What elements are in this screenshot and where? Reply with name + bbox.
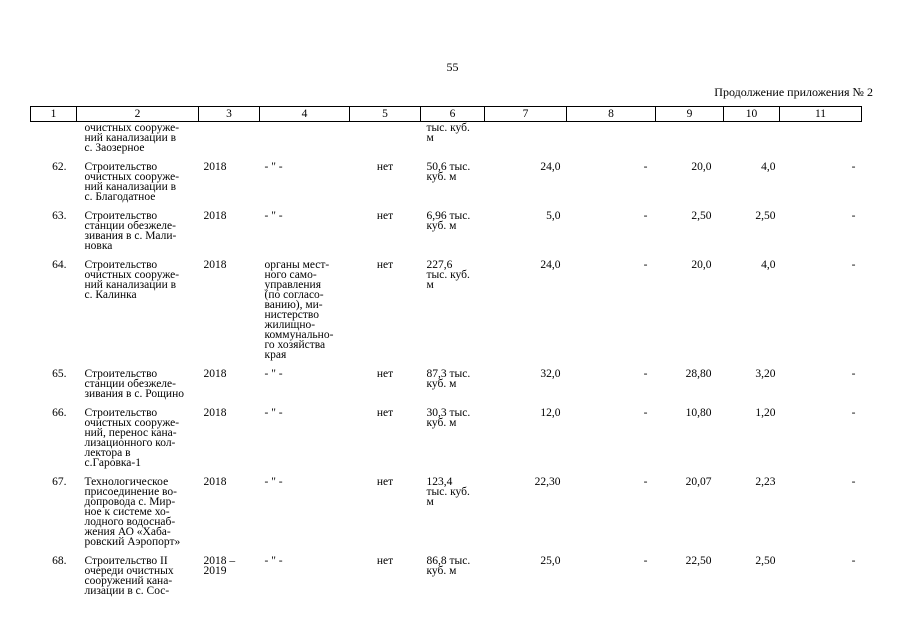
column-8-cell: - <box>643 161 648 173</box>
design-doc-cell: нет <box>376 210 394 222</box>
object-name: Строительство станции обезжеле- зивания в с. Мали- новка <box>84 210 177 252</box>
capacity-cell: 30,3 тыс. куб. м <box>426 407 471 429</box>
column-11-cell: - <box>851 476 856 488</box>
table-row <box>31 550 862 599</box>
object-name: Строительство очистных сооруже- ний канализации в с. Благодатное <box>84 161 180 203</box>
column-header: 9 <box>656 107 724 122</box>
design-doc-cell: нет <box>376 407 394 419</box>
column-8-cell: - <box>643 476 648 488</box>
total-amount-cell: 5,0 <box>546 210 561 222</box>
capacity-cell: 6,96 тыс. куб. м <box>426 210 471 232</box>
design-doc-cell: нет <box>376 161 394 173</box>
object-name: Строительство очистных сооруже- ний, перенос кана- лизационного кол- лектора в с.Гаровка-1 <box>84 407 180 469</box>
column-11-cell: - <box>851 210 856 222</box>
capacity-cell: тыс. куб. м <box>426 122 470 144</box>
total-amount-cell: 12,0 <box>540 407 561 419</box>
responsible-cell: - " - <box>264 161 283 173</box>
column-9-cell: 20,07 <box>685 476 712 488</box>
column-8-cell: - <box>643 210 648 222</box>
capacity-cell: 123,4 тыс. куб. м <box>426 476 470 508</box>
responsible-cell: - " - <box>264 476 283 488</box>
column-9-cell: 20,0 <box>691 161 712 173</box>
column-header: 3 <box>199 107 260 122</box>
row-number: 65. <box>52 368 67 380</box>
row-number: 64. <box>52 259 67 271</box>
column-header: 4 <box>260 107 350 122</box>
column-10-cell: 1,20 <box>755 407 776 419</box>
column-10-cell: 4,0 <box>761 259 776 271</box>
responsible-cell: - " - <box>264 407 283 419</box>
column-8-cell: - <box>643 368 648 380</box>
column-9-cell: 22,50 <box>685 555 712 567</box>
column-8-cell: - <box>643 555 648 567</box>
table-row <box>31 471 862 550</box>
table-row <box>31 205 862 254</box>
total-amount-cell: 24,0 <box>540 161 561 173</box>
column-8-cell: - <box>643 407 648 419</box>
table-row <box>31 254 862 363</box>
column-11-cell: - <box>851 407 856 419</box>
header-row <box>31 107 862 122</box>
column-header: 1 <box>31 107 77 122</box>
object-name: Строительство станции обезжеле- зивания в с. Рощино <box>84 368 184 400</box>
responsible-cell: органы мест- ного само- управления (по согласо- ванию), ми- нистерство жилищно- коммунально- го хозяйства края <box>264 259 334 361</box>
capacity-cell: 227,6 тыс. куб. м <box>426 259 470 291</box>
total-amount-cell: 24,0 <box>540 259 561 271</box>
table-row <box>31 363 862 402</box>
responsible-cell: - " - <box>264 210 283 222</box>
row-number: 66. <box>52 407 67 419</box>
appendix-table <box>30 106 862 599</box>
column-11-cell: - <box>851 259 856 271</box>
object-name: Строительство очистных сооруже- ний канализации в с. Калинка <box>84 259 180 301</box>
year-cell: 2018 <box>203 407 227 419</box>
row-number: 62. <box>52 161 67 173</box>
responsible-cell: - " - <box>264 555 283 567</box>
column-header: 6 <box>421 107 485 122</box>
column-9-cell: 20,0 <box>691 259 712 271</box>
row-number: 63. <box>52 210 67 222</box>
responsible-cell: - " - <box>264 368 283 380</box>
year-cell: 2018 <box>203 259 227 271</box>
total-amount-cell: 22,30 <box>534 476 561 488</box>
column-11-cell: - <box>851 555 856 567</box>
design-doc-cell: нет <box>376 555 394 567</box>
capacity-cell: 87,3 тыс. куб. м <box>426 368 471 390</box>
column-10-cell: 2,50 <box>755 555 776 567</box>
total-amount-cell: 32,0 <box>540 368 561 380</box>
column-header: 5 <box>350 107 421 122</box>
design-doc-cell: нет <box>376 259 394 271</box>
page-number: 55 <box>446 60 459 74</box>
column-9-cell: 10,80 <box>685 407 712 419</box>
column-10-cell: 4,0 <box>761 161 776 173</box>
object-name: очистных сооруже- ний канализации в с. Заозерное <box>84 122 180 154</box>
column-11-cell: - <box>851 161 856 173</box>
year-cell: 2018 <box>203 476 227 488</box>
column-header: 11 <box>780 107 862 122</box>
year-cell: 2018 – 2019 <box>203 555 236 577</box>
object-name: Строительство II очереди очистных сооружений кана- лизации в с. Сос- <box>84 555 174 597</box>
design-doc-cell: нет <box>376 368 394 380</box>
year-cell: 2018 <box>203 161 227 173</box>
row-number: 68. <box>52 555 67 567</box>
column-10-cell: 2,23 <box>755 476 776 488</box>
continuation-label: Продолжение приложения № 2 <box>714 85 873 99</box>
column-9-cell: 2,50 <box>691 210 712 222</box>
table-row-continued <box>31 122 862 157</box>
capacity-cell: 50,6 тыс. куб. м <box>426 161 471 183</box>
column-header: 2 <box>77 107 199 122</box>
table-row <box>31 156 862 205</box>
row-number: 67. <box>52 476 67 488</box>
year-cell: 2018 <box>203 210 227 222</box>
year-cell: 2018 <box>203 368 227 380</box>
object-name: Технологическое присоединение во- допровода с. Мир- ное к системе хо- лодного водоснаб- жения АО «Хаба- ровский Аэропорт» <box>84 476 181 548</box>
column-10-cell: 2,50 <box>755 210 776 222</box>
table-row <box>31 402 862 471</box>
design-doc-cell: нет <box>376 476 394 488</box>
column-header: 10 <box>724 107 780 122</box>
column-10-cell: 3,20 <box>755 368 776 380</box>
column-header: 7 <box>485 107 567 122</box>
total-amount-cell: 25,0 <box>540 555 561 567</box>
column-9-cell: 28,80 <box>685 368 712 380</box>
column-header: 8 <box>567 107 656 122</box>
column-8-cell: - <box>643 259 648 271</box>
capacity-cell: 86,8 тыс. куб. м <box>426 555 471 577</box>
column-11-cell: - <box>851 368 856 380</box>
